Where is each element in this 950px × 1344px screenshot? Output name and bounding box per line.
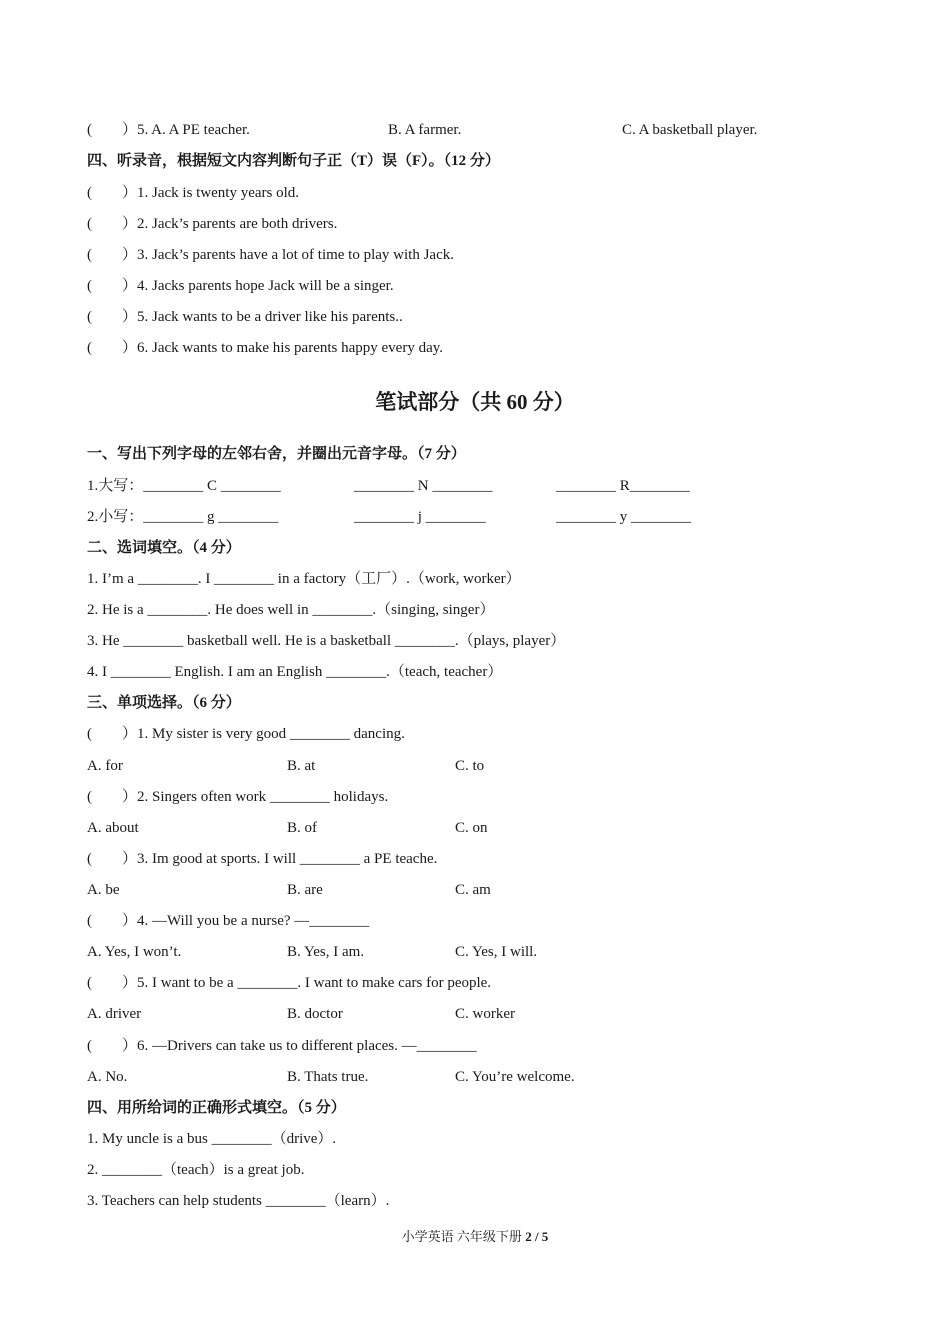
sec3-option-b: B. doctor	[287, 1006, 343, 1022]
sec4-item: 2. ________（teach）is a great job.	[87, 1162, 305, 1178]
sec3-option-b: B. at	[287, 758, 316, 774]
sec4-item: 1. My uncle is a bus ________（drive）.	[87, 1131, 337, 1147]
sec4-heading: 四、用所给词的正确形式填空。（5 分）	[87, 1100, 346, 1116]
sec2-item: 3. He ________ basketball well. He is a basketball ________.（plays, player）	[87, 633, 566, 649]
sec1-row1-col1: 1.大写：________ C ________	[87, 478, 281, 494]
sec3-question: ( ）3. Im good at sports. I will ________ a PE teache.	[87, 851, 438, 867]
sec1-row1-col2: ________ N ________	[354, 478, 493, 494]
sec3-option-b: B. are	[287, 882, 323, 898]
page-number: 2 / 5	[525, 1229, 549, 1244]
listening-part4-item: ( ）1. Jack is twenty years old.	[87, 185, 300, 201]
page-footer	[0, 1228, 950, 1246]
sec3-option-a: A. for	[87, 758, 123, 774]
listening-part4-item: ( ）3. Jack’s parents have a lot of time to play with Jack.	[87, 247, 454, 263]
sec3-option-a: A. Yes, I won’t.	[87, 944, 182, 960]
listening-q5-option-b: B. A farmer.	[388, 122, 462, 138]
sec3-option-b: B. Thats true.	[287, 1069, 369, 1085]
sec3-option-c: C. You’re welcome.	[455, 1069, 575, 1085]
sec3-heading: 三、单项选择。（6 分）	[87, 695, 241, 711]
sec3-option-a: A. be	[87, 882, 120, 898]
sec3-option-c: C. am	[455, 882, 491, 898]
sec3-question: ( ）4. —Will you be a nurse? —________	[87, 913, 370, 929]
sec1-row2-col2: ________ j ________	[354, 509, 486, 525]
written-section-title: 笔试部分（共 60 分）	[375, 390, 575, 414]
sec3-question: ( ）5. I want to be a ________. I want to make cars for people.	[87, 975, 492, 991]
listening-part4-item: ( ）6. Jack wants to make his parents happy every day.	[87, 340, 444, 356]
listening-part4-item: ( ）2. Jack’s parents are both drivers.	[87, 216, 338, 232]
sec3-option-c: C. to	[455, 758, 485, 774]
sec1-row2-col1: 2.小写：________ g ________	[87, 509, 279, 525]
sec3-question: ( ）6. —Drivers can take us to different places. —________	[87, 1038, 477, 1054]
sec3-option-c: C. on	[455, 820, 488, 836]
sec3-option-b: B. Yes, I am.	[287, 944, 365, 960]
listening-q5-stem: ( ）5. A. A PE teacher.	[87, 122, 250, 138]
listening-part4-item: ( ）5. Jack wants to be a driver like his parents..	[87, 309, 403, 325]
sec4-item: 3. Teachers can help students ________（learn）.	[87, 1193, 390, 1209]
listening-part4-item: ( ）4. Jacks parents hope Jack will be a singer.	[87, 278, 394, 294]
sec3-option-c: C. worker	[455, 1006, 515, 1022]
sec2-item: 4. I ________ English. I am an English ________.（teach, teacher）	[87, 664, 503, 680]
sec1-heading: 一、写出下列字母的左邻右舍，并圈出元音字母。（7 分）	[87, 446, 466, 462]
footer-label: 小学英语 六年级下册	[401, 1229, 526, 1244]
sec1-row1-col3: ________ R________	[556, 478, 690, 494]
listening-q5-option-c: C. A basketball player.	[622, 122, 758, 138]
sec3-option-b: B. of	[287, 820, 317, 836]
sec2-heading: 二、选词填空。（4 分）	[87, 540, 241, 556]
sec3-option-c: C. Yes, I will.	[455, 944, 538, 960]
sec2-item: 2. He is a ________. He does well in ________.（singing, singer）	[87, 602, 495, 618]
sec2-item: 1. I’m a ________. I ________ in a factory（工厂）.（work, worker）	[87, 571, 521, 587]
sec1-row2-col3: ________ y ________	[556, 509, 691, 525]
sec3-option-a: A. about	[87, 820, 139, 836]
sec3-option-a: A. driver	[87, 1006, 142, 1022]
sec3-question: ( ）2. Singers often work ________ holidays.	[87, 789, 389, 805]
sec3-question: ( ）1. My sister is very good ________ dancing.	[87, 726, 405, 742]
sec3-option-a: A. No.	[87, 1069, 128, 1085]
listening-part4-heading: 四、听录音，根据短文内容判断句子正（T）误（F）。（12 分）	[87, 153, 500, 169]
